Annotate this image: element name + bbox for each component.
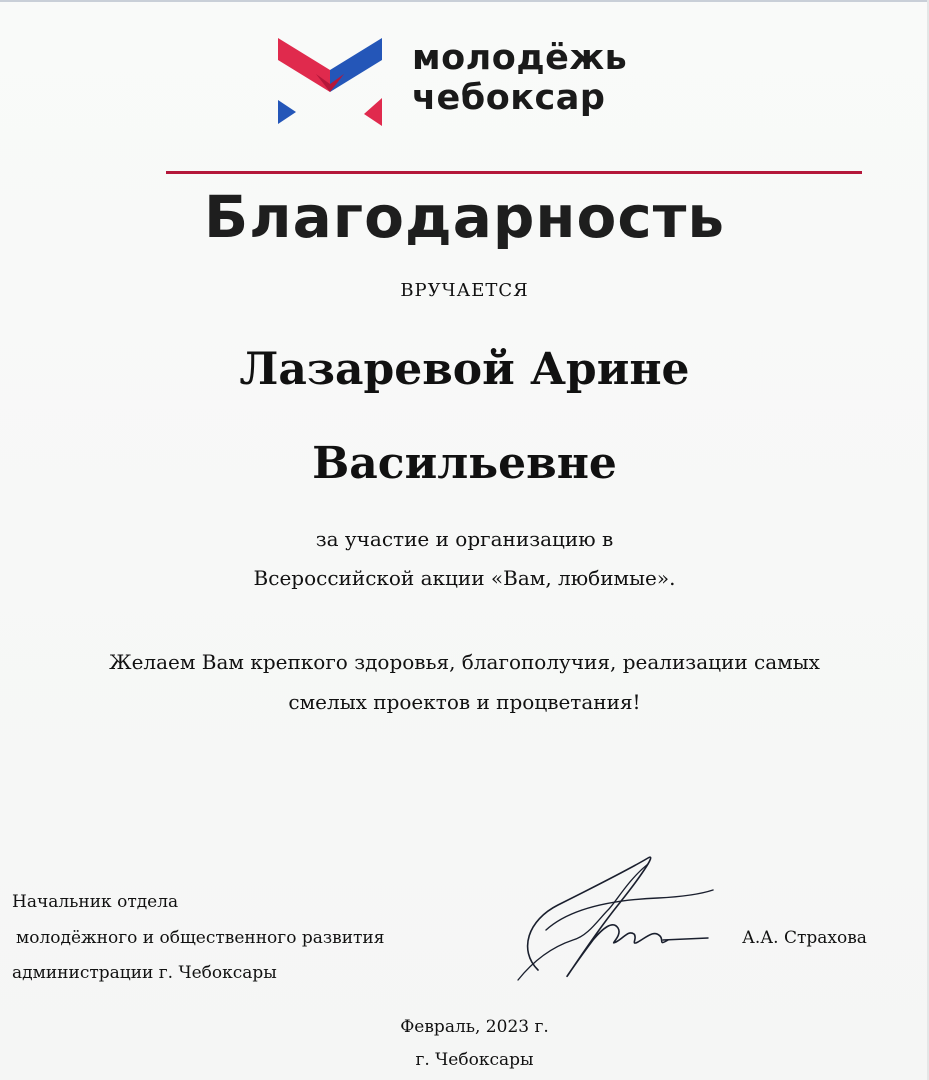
- wish-line-1: Желаем Вам крепкого здоровья, благополучия, реализации самых: [109, 650, 820, 674]
- recipient-name-line-2: Васильевне: [312, 438, 617, 489]
- reason-line-2: Всероссийской акции «Вам, любимые».: [253, 566, 676, 590]
- issue-date: Февраль, 2023 г.: [400, 1017, 549, 1037]
- issue-city: г. Чебоксары: [415, 1050, 534, 1070]
- signer-position-line-1: Начальник отдела: [12, 892, 179, 912]
- reason-line-1: за участие и организацию в: [315, 527, 614, 551]
- wish-line-2: смелых проектов и процветания!: [288, 690, 641, 714]
- recipient-name-line-1: Лазаревой Арине: [239, 344, 690, 395]
- logo-line-1: молодёжь: [412, 38, 628, 78]
- signer-position-line-2: молодёжного и общественного развития: [16, 928, 385, 948]
- signer-position-line-3: администрации г. Чебоксары: [12, 963, 277, 983]
- certificate-title: Благодарность: [203, 183, 726, 251]
- awarded-label: ВРУЧАЕТСЯ: [400, 280, 529, 301]
- organization-logo: [272, 34, 672, 134]
- divider-rule: [166, 171, 862, 174]
- logo-wordmark: [412, 38, 627, 118]
- top-border: [0, 0, 929, 2]
- logo-mark-icon: [272, 34, 392, 134]
- handwritten-signature: [498, 850, 718, 990]
- signer-name: А.А. Страхова: [742, 928, 867, 948]
- logo-line-2: чебоксар: [412, 78, 606, 118]
